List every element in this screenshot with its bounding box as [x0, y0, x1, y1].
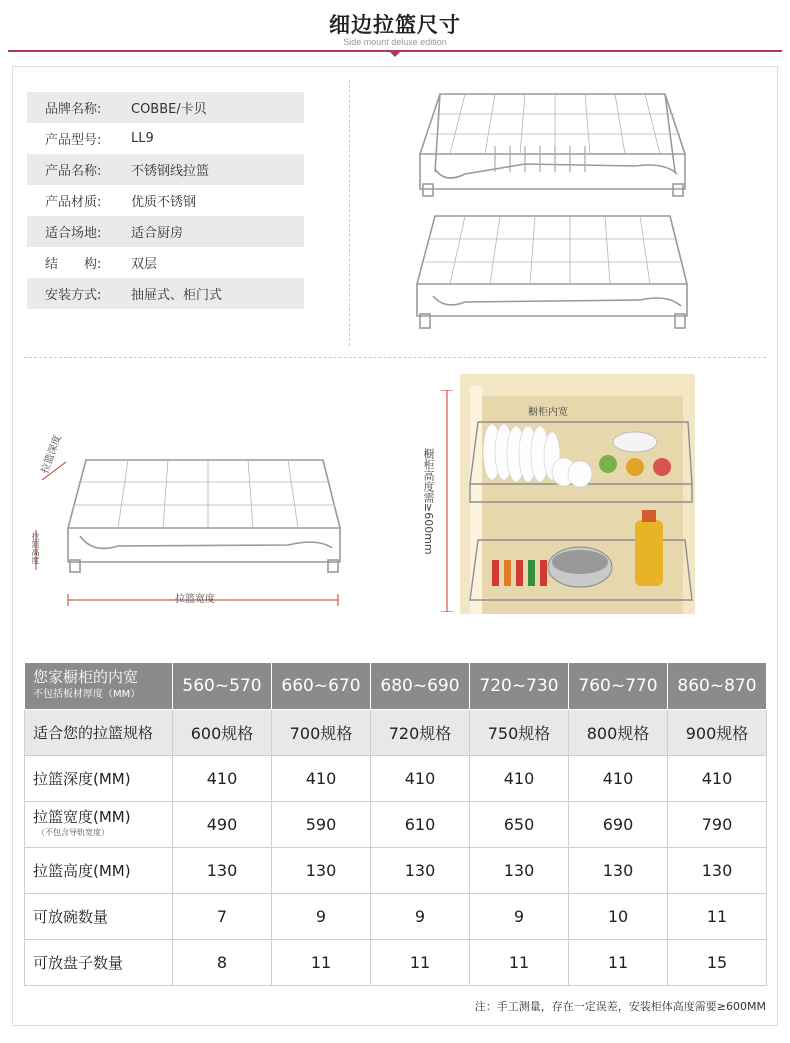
table-row — [25, 710, 767, 756]
spec-value: COBBE/卡贝 — [131, 102, 207, 117]
width-col: 760~770 — [569, 663, 668, 710]
header-main: 您家橱柜的内宽 — [33, 668, 139, 686]
section-header — [0, 0, 790, 60]
table-cell: 8 — [173, 940, 272, 986]
table-header-label — [25, 663, 173, 710]
table-cell: 11 — [371, 940, 470, 986]
spec-value: LL9 — [131, 131, 154, 146]
spec-row-name — [27, 154, 304, 185]
table-cell: 410 — [569, 756, 668, 802]
row-sub-label: （不包含导轨宽度） — [37, 827, 109, 837]
table-cell: 7 — [173, 894, 272, 940]
table-cell: 11 — [470, 940, 569, 986]
width-col: 660~670 — [272, 663, 371, 710]
spec-row-material — [27, 185, 304, 216]
table-cell: 130 — [371, 848, 470, 894]
row-label: 拉篮高度(MM) — [25, 848, 173, 894]
footnote: 注：手工测量，存在一定误差，安装柜体高度需要≥600MM — [474, 1000, 766, 1013]
table-cell: 11 — [272, 940, 371, 986]
table-cell: 130 — [569, 848, 668, 894]
dim-depth-label: 拉篮深度 — [39, 433, 64, 476]
spec-key: 适合场地: — [45, 226, 102, 241]
spec-row-brand — [27, 92, 304, 123]
dim-width-label: 拉篮宽度 — [175, 594, 215, 605]
table-cell: 750规格 — [470, 710, 569, 756]
spec-row-model — [27, 123, 304, 154]
row-label: 拉篮深度(MM) — [25, 756, 173, 802]
cabinet-height-label: 橱柜高度需≥600mm — [422, 448, 435, 555]
table-row — [25, 756, 767, 802]
row-label: 可放盘子数量 — [25, 940, 173, 986]
table-row — [25, 894, 767, 940]
spec-value: 不锈钢线拉篮 — [131, 164, 210, 179]
table-cell: 410 — [470, 756, 569, 802]
table-cell: 590 — [272, 802, 371, 848]
row-label: 可放碗数量 — [25, 894, 173, 940]
table-cell: 790 — [668, 802, 767, 848]
spec-key: 安装方式: — [45, 288, 102, 303]
table-cell: 10 — [569, 894, 668, 940]
header-sub: 不包括板材厚度（MM） — [33, 689, 141, 700]
table-cell: 130 — [173, 848, 272, 894]
table-cell: 720规格 — [371, 710, 470, 756]
spec-value: 双层 — [131, 257, 158, 272]
header-notch — [390, 52, 400, 57]
table-cell: 9 — [272, 894, 371, 940]
table-cell: 410 — [371, 756, 470, 802]
table-cell: 130 — [470, 848, 569, 894]
spec-key: 品牌名称: — [45, 102, 102, 117]
row-label: 拉篮宽度(MM) — [33, 807, 131, 826]
table-cell: 700规格 — [272, 710, 371, 756]
spec-value: 适合厨房 — [131, 226, 184, 241]
table-cell: 490 — [173, 802, 272, 848]
table-cell: 690 — [569, 802, 668, 848]
table-cell: 800规格 — [569, 710, 668, 756]
width-col: 680~690 — [371, 663, 470, 710]
horizontal-divider — [24, 357, 766, 358]
spec-row-structure — [27, 247, 304, 278]
spec-key: 产品型号: — [45, 133, 102, 148]
table-cell: 600规格 — [173, 710, 272, 756]
table-cell: 11 — [668, 894, 767, 940]
spec-key: 产品材质: — [45, 195, 102, 210]
page-title: 细边拉篮尺寸 — [329, 13, 461, 37]
row-label-with-note — [25, 802, 173, 848]
table-header-row — [25, 663, 767, 710]
table-cell: 130 — [272, 848, 371, 894]
table-row — [25, 802, 767, 848]
spec-key: 结 构: — [45, 257, 102, 272]
spec-list — [27, 92, 304, 309]
table-cell: 15 — [668, 940, 767, 986]
width-col: 720~730 — [470, 663, 569, 710]
table-row — [25, 940, 767, 986]
table-cell: 9 — [470, 894, 569, 940]
spec-row-location — [27, 216, 304, 247]
dim-height-label: 拉篮高度 — [31, 532, 40, 564]
table-cell: 11 — [569, 940, 668, 986]
table-cell: 410 — [173, 756, 272, 802]
table-cell: 410 — [272, 756, 371, 802]
vertical-divider — [349, 80, 350, 346]
row-label: 适合您的拉篮规格 — [25, 710, 173, 756]
table-cell: 9 — [371, 894, 470, 940]
cabinet-height-marker — [440, 390, 454, 612]
table-cell: 900规格 — [668, 710, 767, 756]
table-cell: 650 — [470, 802, 569, 848]
spec-key: 产品名称: — [45, 164, 102, 179]
table-row — [25, 848, 767, 894]
spec-value: 抽屉式、柜门式 — [131, 288, 223, 303]
two-tier-basket-image — [405, 84, 705, 344]
width-col: 860~870 — [668, 663, 767, 710]
basket-dimension-diagram — [28, 450, 348, 610]
cabinet-inner-width-label: 橱柜内宽 — [528, 407, 568, 418]
width-col: 560~570 — [173, 663, 272, 710]
page-subtitle: Side mount deluxe edition — [343, 37, 447, 47]
table-cell: 130 — [668, 848, 767, 894]
table-cell: 410 — [668, 756, 767, 802]
spec-row-install — [27, 278, 304, 309]
spec-value: 优质不锈钢 — [131, 195, 197, 210]
table-cell: 610 — [371, 802, 470, 848]
size-table — [24, 662, 767, 986]
